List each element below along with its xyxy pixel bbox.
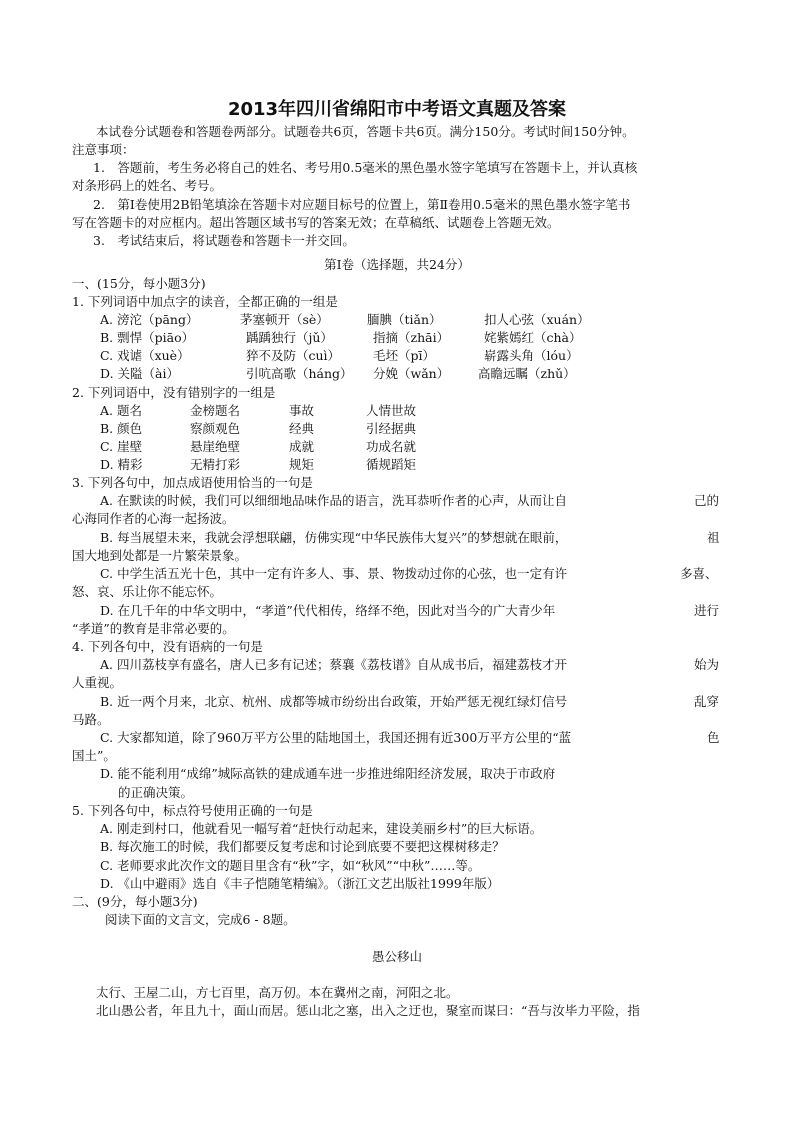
q3-option-c-line-1-end: 多喜、 [680,566,718,581]
passage-paragraph-2: 北山愚公者，年且九十，面山而居。惩山北之塞，出入之迂也，聚室而谋曰：“吾与汝毕力平险，指 [96,1003,640,1018]
notice-1-line-2: 对条形码上的姓名、考号。 [72,178,223,193]
q4-option-b-line-1-end: 乱穿 [694,694,720,709]
notice-2-line-1: 2. 第Ⅰ卷使用2B铅笔填涂在答题卡对应题目标号的位置上，第Ⅱ卷用0.5毫米的黑色墨水签字笔书 [93,197,631,212]
q5-option-a: A. 刚走到村口，他就看见一幅写着“赶快行动起来，建设美丽乡村”的巨大标语。 [100,821,543,836]
q1-option-a-4: 扣人心弦（xuán） [484,312,590,327]
q3-option-b-line-2: 国大地到处都是一片繁荣景象。 [72,548,248,563]
q3-option-d-line-1-end: 进行 [694,603,720,618]
intro-text: 本试卷分试题卷和答题卷两部分。试题卷共6页，答题卡共6页。满分150分。考试时间150分钟。 [96,124,635,139]
q1-option-b-1: B. 剽悍（piāo） [100,330,195,345]
q1-option-a-2: 茅塞顿开（sè） [240,312,329,327]
q4-option-c-line-2: 国土”。 [72,748,116,763]
page-title: 2013年四川省绵阳市中考语文真题及答案 [227,99,567,120]
q3-option-b-line-1-end: 祖 [707,530,720,545]
q5-option-c: C. 老师要求此次作文的题目里含有“秋”字，如“秋风”“中秋”……等。 [100,858,481,873]
q3-option-a-line-2: 心海同作者的心海一起扬波。 [72,511,235,526]
q2-option-b-4: 引经据典 [366,421,417,436]
q1-option-b-2: 踽踽独行（jǔ） [246,330,333,345]
q3-option-a-line-1-end: 己的 [694,493,720,508]
part1-heading: 第Ⅰ卷（选择题，共24分） [324,257,470,272]
q2-option-a-1: A. 题名 [100,403,142,418]
q1-option-b-3: 指摘（zhāi） [373,330,450,345]
q2-option-a-3: 事故 [289,403,315,418]
q4-option-a-line-2: 人重视。 [72,675,123,690]
q1-option-d-1: D. 关隘（ài） [100,366,179,381]
q1-option-c-1: C. 戏谑（xuè） [100,348,190,363]
passage-title: 愚公移山 [371,949,422,964]
q2-option-c-3: 成就 [289,439,315,454]
q1-option-c-4: 崭露头角（lóu） [484,348,579,363]
q5-option-d: D. 《山中避雨》选自《丰子恺随笔精编》。（浙江文艺出版社1999年版） [100,876,500,891]
q4-option-a-line-1-end: 始为 [694,657,720,672]
q1-option-d-2: 引吭高歌（háng） [246,366,353,381]
q2-option-b-2: 察颜观色 [190,421,241,436]
q5-option-b: B. 每次施工的时候，我们都要反复考虑和讨论到底要不要把这棵树移走？ [100,839,505,854]
q4-option-b-line-1: B. 近一两个月来，北京、杭州、成都等城市纷纷出台政策，开始严惩无视红绿灯信号 [100,694,568,709]
q4-option-c-line-1: C. 大家都知道，除了960万平方公里的陆地国土，我国还拥有近300万平方公里的“蓝 [100,730,572,745]
q2-option-b-3: 经典 [289,421,315,436]
q4-option-b-line-2: 马路。 [72,712,110,727]
q1-option-c-3: 毛坯（pī） [373,348,435,363]
notice-1-line-1: 1. 答题前，考生务必将自己的姓名、考号用0.5毫米的黑色墨水签字笔填写在答题卡上，并认真核 [93,160,638,175]
notice-heading: 注意事项： [72,142,135,157]
q4-option-d-line-2: 的正确决策。 [118,785,194,800]
q3-option-a-line-1: A. 在默读的时候，我们可以细细地品味作品的语言，洗耳恭听作者的心声，从而让自 [100,493,567,508]
q2-option-d-3: 规矩 [289,457,315,472]
q2-option-d-1: D. 精彩 [100,457,143,472]
q2-option-c-2: 悬崖绝壁 [190,439,241,454]
q3-option-d-line-1: D. 在几千年的中华文明中，“孝道”代代相传，络绎不绝，因此对当今的广大青少年 [100,603,556,618]
notice-2-line-2: 写在答题卡的对应框内。超出答题区域书写的答案无效；在草稿纸、试题卷上答题无效。 [72,215,560,230]
reading-prompt: 阅读下面的文言文，完成6 - 8题。 [105,912,296,927]
q2-option-d-2: 无精打彩 [190,457,241,472]
q2-option-b-1: B. 颜色 [100,421,143,436]
q2-option-c-1: C. 崖壁 [100,439,143,454]
q2-option-d-4: 循规蹈矩 [366,457,417,472]
q3-option-b-line-1: B. 每当展望未来，我就会浮想联翩，仿佛实现“中华民族伟大复兴”的梦想就在眼前， [100,530,568,545]
q3-option-c-line-1: C. 中学生活五光十色，其中一定有许多人、事、景、物拨动过你的心弦，也一定有许 [100,566,568,581]
q1-option-d-3: 分娩（wǎn） [373,366,450,381]
q2-option-a-4: 人情世故 [366,403,417,418]
q3-option-d-line-2: “孝道”的教育是非常必要的。 [72,621,235,636]
q3-stem: 3. 下列各句中，加点成语使用恰当的一句是 [72,475,313,490]
notice-3: 3. 考试结束后，将试题卷和答题卡一并交回。 [93,233,355,248]
q4-option-a-line-1: A. 四川荔枝享有盛名，唐人已多有记述；蔡襄《荔枝谱》自从成书后，福建荔枝才开 [100,657,567,672]
q4-option-d-line-1: D. 能不能利用“成绵”城际高铁的建成通车进一步推进绵阳经济发展，取决于市政府 [100,766,556,781]
q1-stem: 1. 下列词语中加点字的读音，全都正确的一组是 [72,294,338,309]
q3-option-c-line-2: 怒、哀、乐让你不能忘怀。 [72,584,223,599]
q2-option-a-2: 金榜题名 [190,403,241,418]
section2-heading: 二、(9分，每小题3分) [72,894,198,909]
q5-stem: 5. 下列各句中，标点符号使用正确的一句是 [72,803,313,818]
q4-option-c-line-1-end: 色 [707,730,720,745]
q2-stem: 2. 下列词语中，没有错别字的一组是 [72,385,276,400]
q1-option-a-1: A. 滂沱（pāng） [100,312,199,327]
q1-option-a-3: 腼腆（tiǎn） [367,312,442,327]
q1-option-c-2: 猝不及防（cuì） [246,348,341,363]
q4-stem: 4. 下列各句中，没有语病的一句是 [72,639,263,654]
q2-option-c-4: 功成名就 [366,439,417,454]
q1-option-b-4: 姹紫嫣红（chà） [484,330,582,345]
passage-paragraph-1: 太行、王屋二山，方七百里，高万仞。本在冀州之南，河阳之北。 [96,985,459,1000]
section1-heading: 一、(15分，每小题3分) [72,276,206,291]
q1-option-d-4: 高瞻远瞩（zhǔ） [478,366,576,381]
